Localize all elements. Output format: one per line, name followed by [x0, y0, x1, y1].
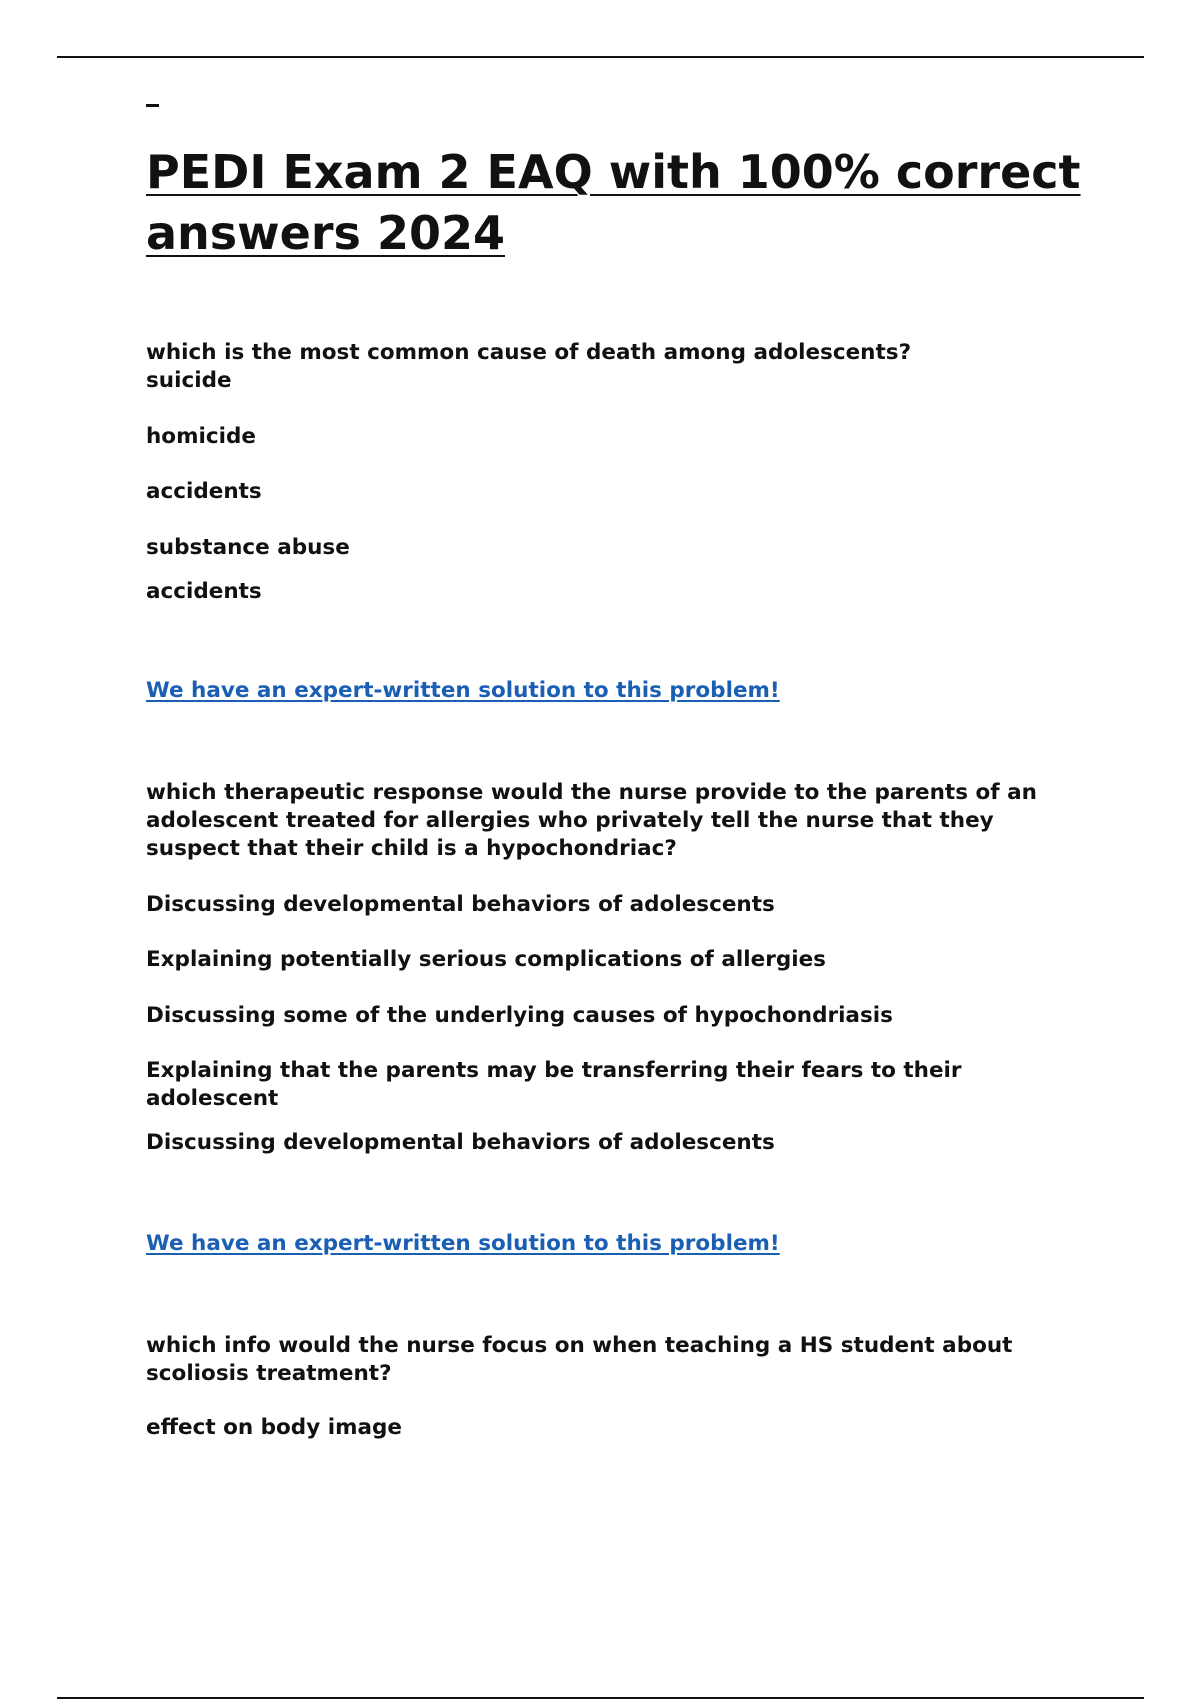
question-2-option-4: Explaining that the parents may be transferring their fears to their adolescent — [146, 1058, 962, 1111]
question-1-option-1: suicide — [146, 368, 232, 393]
question-2-text: which therapeutic response would the nurse provide to the parents of an adolescent treated for allergies who privately tell the nurse that they suspect that their child is a hypochondriac? — [146, 780, 1037, 861]
footer-rule — [57, 1697, 1144, 1699]
question-2-option-3: Discussing some of the underlying causes of hypochondriasis — [146, 1003, 893, 1028]
page-title: PEDI Exam 2 EAQ with 100% correct answers 2024 — [146, 145, 1081, 260]
header-rule — [57, 56, 1144, 58]
question-2-answer: Discussing developmental behaviors of adolescents — [146, 1130, 775, 1155]
question-2-option-2: Explaining potentially serious complications of allergies — [146, 947, 826, 972]
question-3-text: which info would the nurse focus on when teaching a HS student about scoliosis treatment? — [146, 1333, 1013, 1386]
question-3-option-1: effect on body image — [146, 1415, 402, 1440]
question-2-solution-link[interactable]: We have an expert-written solution to this problem! — [146, 1231, 780, 1256]
question-1-option-4: substance abuse — [146, 535, 350, 560]
question-1-solution-link[interactable]: We have an expert-written solution to this problem! — [146, 678, 780, 703]
question-1-option-3: accidents — [146, 479, 262, 504]
question-1-text: which is the most common cause of death among adolescents? — [146, 340, 912, 365]
question-1-option-2: homicide — [146, 424, 256, 449]
question-2-option-1: Discussing developmental behaviors of adolescents — [146, 892, 775, 917]
question-1-answer: accidents — [146, 579, 262, 604]
dash-marker — [146, 104, 159, 107]
